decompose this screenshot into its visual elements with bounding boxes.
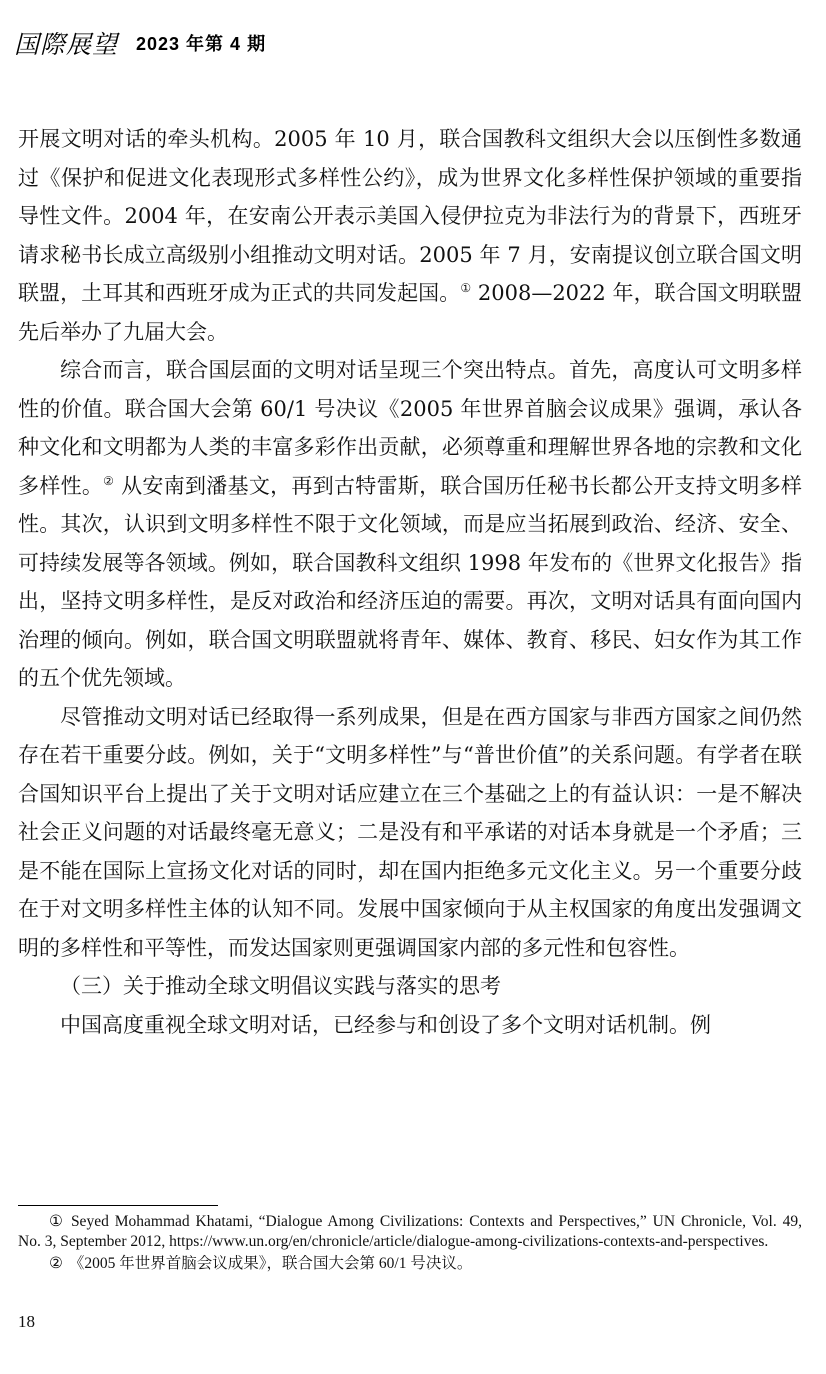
footnote-1-marker: ①: [49, 1213, 65, 1230]
running-header: [14, 26, 266, 60]
footnote-2: [18, 1254, 802, 1274]
paragraph-1-text: 开展文明对话的牵头机构。2005 年 10 月，联合国教科文组织大会以压倒性多数通过《保护和促进文化表现形式多样性公约》，成为世界文化多样性保护领域的重要指导性文件。2004 年，在安南公开表示美国入侵伊拉克为非法行为的背景下，西班牙请求秘书长成立高级别小组推动文明对话。2005 年 7 月，安南提议创立联合国文明联盟，土耳其和西班牙成为正式的共同发起国。: [18, 127, 802, 305]
paragraph-2-text-after: 从安南到潘基文，再到古特雷斯，联合国历任秘书长都公开支持文明多样性。其次，认识到文明多样性不限于文化领域，而是应当拓展到政治、经济、安全、可持续发展等各领域。例如，联合国教科文组织 1998 年发布的《世界文化报告》指出，坚持文明多样性，是反对政治和经济压迫的需要。再次，文明对话具有面向国内治理的倾向。例如，联合国文明联盟就将青年、媒体、教育、移民、妇女作为其工作的五个优先领域。: [18, 473, 802, 690]
footnote-2-marker: ②: [49, 1255, 63, 1272]
footnote-2-text: 《2005 年世界首脑会议成果》，联合国大会第 60/1 号决议。: [68, 1255, 473, 1272]
paragraph-2-text: 综合而言，联合国层面的文明对话呈现三个突出特点。首先，高度认可文明多样性的价值。联合国大会第 60/1 号决议《2005 年世界首脑会议成果》强调，承认各种文化和文明都为人类的丰富多彩作出贡献，必须尊重和理解世界各地的宗教和文化多样性。: [18, 358, 802, 498]
article-body: [18, 120, 802, 1044]
footnotes: [18, 1212, 802, 1276]
paragraph-3: 尽管推动文明对话已经取得一系列成果，但是在西方国家与非西方国家之间仍然存在若干重要分歧。例如，关于“文明多样性”与“普世价值”的关系问题。有学者在联合国知识平台上提出了关于文明对话应建立在三个基础之上的有益认识：一是不解决社会正义问题的对话最终毫无意义；二是没有和平承诺的对话本身就是一个矛盾；三是不能在国际上宣扬文化对话的同时，却在国内拒绝多元文化主义。另一个重要分歧在于对文明多样性主体的认知不同。发展中国家倾向于从主权国家的角度出发强调文明的多样性和平等性，而发达国家则更强调国家内部的多元性和包容性。: [18, 704, 802, 960]
issue-label: 2023 年第 4 期: [136, 34, 267, 54]
footnote-ref-1[interactable]: ①: [460, 281, 472, 295]
paragraph-4: 中国高度重视全球文明对话，已经参与和创设了多个文明对话机制。例: [60, 1012, 711, 1037]
paragraph-1-text-after: 2008—2022 年，联合国文明联盟先后举办了九届大会。: [18, 281, 802, 344]
paragraph-1: [18, 120, 802, 351]
page-number: 18: [18, 1312, 35, 1331]
paragraph-2: [18, 351, 802, 698]
footnote-ref-2[interactable]: ②: [103, 473, 115, 488]
footnote-1-text: Seyed Mohammad Khatami, “Dialogue Among Civilizations: Contexts and Perspectives,” UN Chronicle, Vol. 49, No. 3, September 2012, https://www.un.org/en/chronicle/article/dialogue-among-civilizations-contexts-and-perspectives.: [18, 1213, 802, 1250]
footnote-divider: [18, 1205, 218, 1206]
footnote-1: [18, 1212, 802, 1252]
journal-logo: 国際展望: [14, 30, 119, 59]
section-heading: （三）关于推动全球文明倡议实践与落实的思考: [60, 974, 501, 998]
